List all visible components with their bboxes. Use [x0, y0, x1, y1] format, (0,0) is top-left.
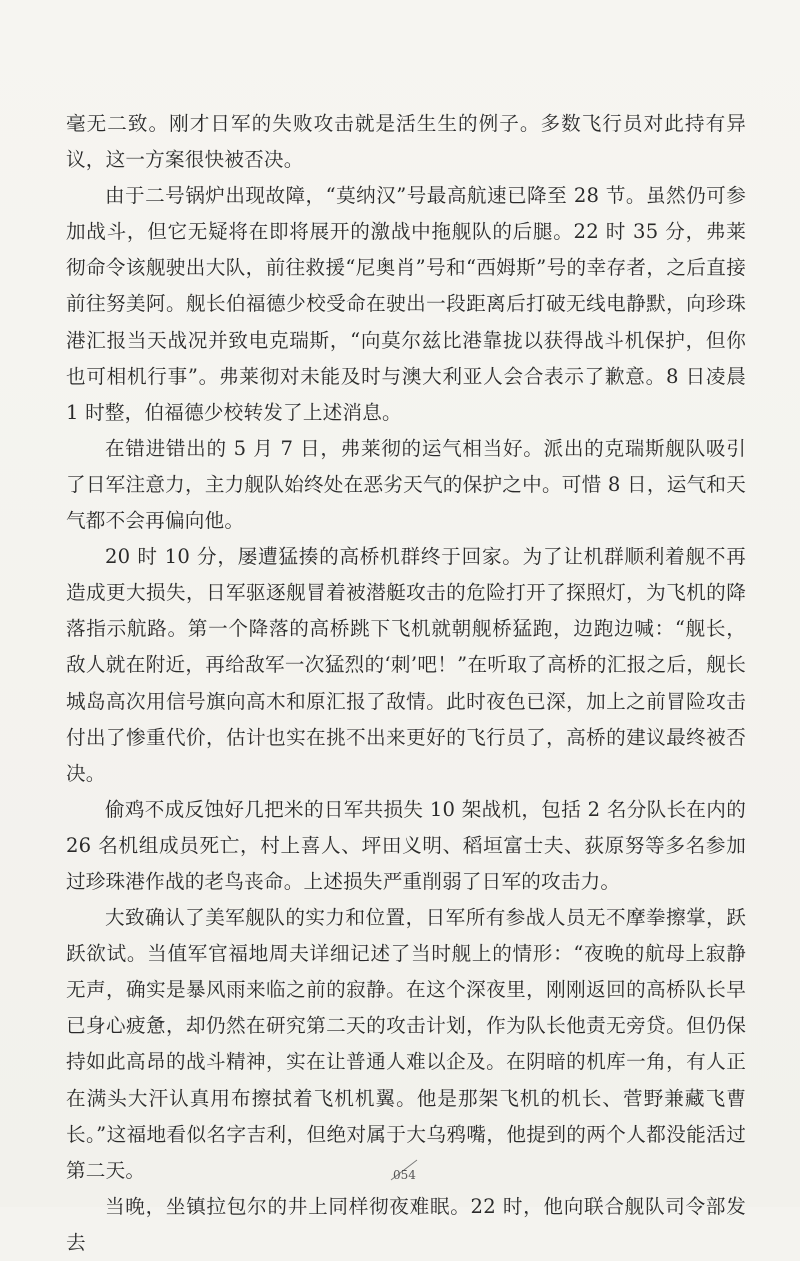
paragraph-1: 毫无二致。刚才日军的失败攻击就是活生生的例子。多数飞行员对此持有异议，这一方案很快被否决。	[66, 112, 746, 172]
paragraph-7: 当晚，坐镇拉包尔的井上同样彻夜难眠。22 时，他向联合舰队司令部发去	[66, 1194, 746, 1254]
paragraph-4: 20 时 10 分，屡遭猛揍的高桥机群终于回家。为了让机群顺利着舰不再造成更大损失，日军驱逐舰冒着被潜艇攻击的危险打开了探照灯，为飞机的降落指示航路。第一个降落的高桥跳下飞机就朝舰桥猛跑，边跑边喊：“舰长，敌人就在附近，再给敌军一次猛烈的‘刺’吧！”在听取了高桥的汇报之后，舰长城岛高次用信号旗向高木和原汇报了敌情。此时夜色已深，加上之前冒险攻击付出了惨重代价，估计也实在挑不出来更好的飞行员了，高桥的建议最终被否决。	[66, 545, 746, 785]
page-footer	[0, 1158, 800, 1198]
paragraph-5: 偷鸡不成反蚀好几把米的日军共损失 10 架战机，包括 2 名分队长在内的 26 名机组成员死亡，村上喜人、坪田义明、稻垣富士夫、荻原努等多名参加过珍珠港作战的老鸟丧命。上述损失严重削弱了日军的攻击力。	[66, 797, 746, 893]
page-number: 054	[393, 1168, 416, 1182]
paragraph-3: 在错进错出的 5 月 7 日，弗莱彻的运气相当好。派出的克瑞斯舰队吸引了日军注意力，主力舰队始终处在恶劣天气的保护之中。可惜 8 日，运气和天气都不会再偏向他。	[66, 436, 746, 533]
paragraph-2: 由于二号锅炉出现故障，“莫纳汉”号最高航速已降至 28 节。虽然仍可参加战斗，但它无疑将在即将展开的激战中拖舰队的后腿。22 时 35 分，弗莱彻命令该舰驶出大队，前往救援“尼奥肖”号和“西姆斯”号的幸存者，之后直接前往努美阿。舰长伯福德少校受命在驶出一段距离后打破无线电静默，向珍珠港汇报当天战况并致电克瑞斯，“向莫尔兹比港靠拢以获得战斗机保护，但你也可相机行事”。弗莱彻对未能及时与澳大利亚人会合表示了歉意。8 日凌晨 1 时整，伯福德少校转发了上述消息。	[66, 184, 746, 424]
body-text	[66, 106, 746, 1261]
paragraph-6: 大致确认了美军舰队的实力和位置，日军所有参战人员无不摩拳擦掌，跃跃欲试。当值军官福地周夫详细记述了当时舰上的情形：“夜晚的航母上寂静无声，确实是暴风雨来临之前的寂静。在这个深夜里，刚刚返回的高桥队长早已身心疲惫，却仍然在研究第二天的攻击计划，作为队长他责无旁贷。但仍保持如此高昂的战斗精神，实在让普通人难以企及。在阴暗的机库一角，有人正在满头大汗认真用布擦拭着飞机机翼。他是那架飞机的机长、菅野兼藏飞曹长。”这福地看似名字吉利，但绝对属于大乌鸦嘴，他提到的两个人都没能活过第二天。	[66, 906, 746, 1182]
